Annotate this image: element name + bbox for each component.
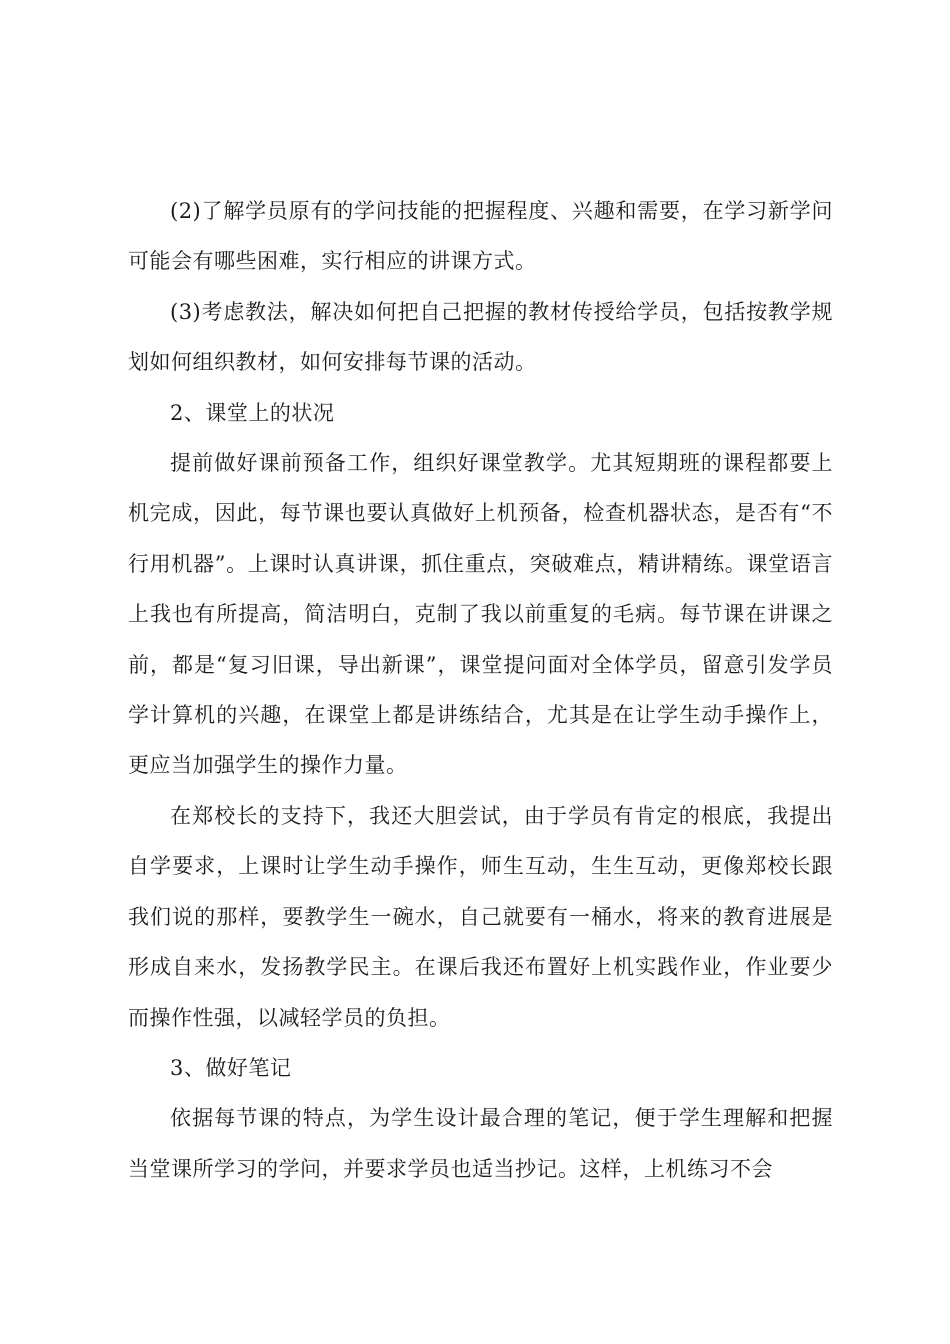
paragraph-learner-needs: (2)了解学员原有的学问技能的把握程度、兴趣和需要，在学习新学问可能会有哪些困难，实行相应的讲课方式。 <box>128 199 833 274</box>
section-heading-classroom: 2、课堂上的状况 <box>170 400 335 425</box>
paragraph-classroom-prep: 提前做好课前预备工作，组织好课堂教学。尤其短期班的课程都要上机完成，因此，每节课也要认真做好上机预备，检查机器状态，是否有“不行用机器”。上课时认真讲课，抓住重点，突破难点，精讲精练。课堂语言上我也有所提高，简洁明白，克制了我以前重复的毛病。每节课在讲课之前，都是“复习旧课，导出新课”，课堂提问面对全体学员，留意引发学员学计算机的兴趣，在课堂上都是讲练结合，尤其是在让学生动手操作上，更应当加强学生的操作力量。 <box>128 451 833 778</box>
section-heading-notes: 3、做好笔记 <box>170 1055 292 1080</box>
paragraph-bold-attempt: 在郑校长的支持下，我还大胆尝试，由于学员有肯定的根底，我提出自学要求，上课时让学生动手操作，师生互动，生生互动，更像郑校长跟我们说的那样，要教学生一碗水，自己就要有一桶水，将来的教育进展是形成自来水，发扬教学民主。在课后我还布置好上机实践作业，作业要少而操作性强，以减轻学员的负担。 <box>128 803 833 1030</box>
paragraph-teaching-method: (3)考虑教法，解决如何把自己把握的教材传授给学员，包括按教学规划如何组织教材，如何安排每节课的活动。 <box>128 299 833 375</box>
paragraph-notes: 依据每节课的特点，为学生设计最合理的笔记，便于学生理解和把握当堂课所学习的学问，并要求学员也适当抄记。这样，上机练习不会 <box>128 1106 833 1181</box>
document-body <box>128 186 833 1194</box>
